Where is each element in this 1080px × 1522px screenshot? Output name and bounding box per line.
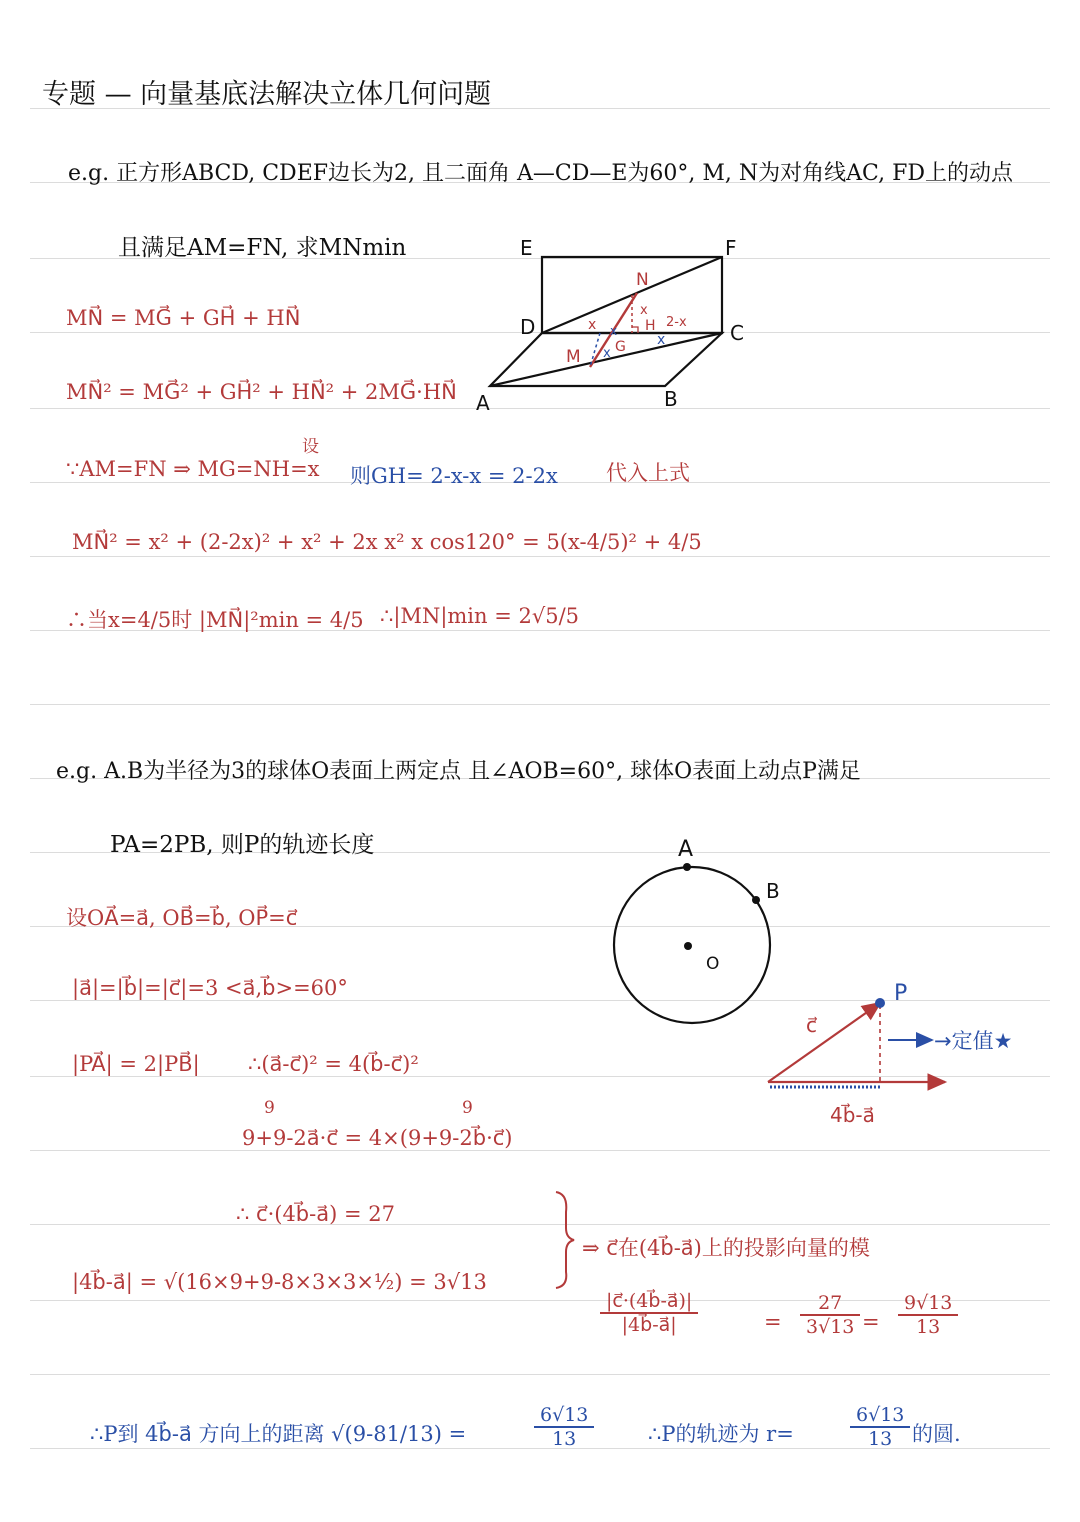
label-n: N (636, 270, 649, 290)
label-x-nh: x (640, 303, 648, 318)
sphere-outline (614, 867, 770, 1023)
page-title: 专题 — 向量基底法解决立体几何问题 (42, 79, 492, 110)
label-x-mg: x (603, 346, 611, 361)
ex2-problem-line1: e.g. A.B为半径为3的球体O表面上两定点 且∠AOB=60°, 球体O表面上动点P满足 (56, 759, 861, 784)
triangle-label-fixed: →定值★ (934, 1029, 1013, 1053)
proj-fraction-den: |4b⃗-a⃗| (621, 1314, 677, 1336)
ex2-nine2: 9 (462, 1098, 473, 1118)
conclusion-1-num: 6√13 (534, 1404, 594, 1428)
fraction-9sqrt13 (898, 1292, 958, 1338)
ex2-line4: 9+9-2a⃗·c⃗ = 4×(9+9-2b⃗·c⃗) (242, 1126, 513, 1150)
ex2-line3a: |PA⃗| = 2|PB⃗| (72, 1052, 200, 1076)
fraction-27 (800, 1292, 860, 1338)
ex1-problem-line1: e.g. 正方形ABCD, CDEF边长为2, 且二面角 A—CD—E为60°, M, N为对角线AC, FD上的动点 (68, 161, 1013, 186)
proj-fraction (600, 1290, 698, 1336)
label-x-gd: x (610, 324, 618, 338)
ex2-line5: ∴ c⃗·(4b⃗-a⃗) = 27 (236, 1202, 395, 1226)
label-f: F (725, 236, 737, 260)
ex1-step5b: ∴|MN|min = 2√5/5 (380, 604, 580, 628)
conclusion-1: ∴P到 4b⃗-a⃗ 方向上的距离 √(9-81/13) = (90, 1422, 467, 1446)
ex1-step4: MN⃗² = x² + (2-2x)² + x² + 2x x² x cos120° = 5(x-4/5)² + 4/5 (72, 530, 702, 554)
triangle-label-c: c⃗ (806, 1013, 817, 1037)
fraction-27-den: 3√13 (806, 1316, 855, 1338)
label-a: A (476, 391, 490, 415)
ex1-step3b: 则GH= 2-x-x = 2-2x (350, 464, 558, 488)
ex2-problem-line2: PA=2PB, 则P的轨迹长度 (110, 832, 375, 858)
triangle-label-p: P (894, 981, 908, 1006)
label-x-dn: x (588, 317, 597, 333)
conclusion-1-den: 13 (552, 1428, 577, 1450)
conclusion-2-end: 的圆. (912, 1422, 961, 1446)
ex2-line7: ⇒ c⃗在(4b⃗-a⃗)上的投影向量的模 (582, 1236, 870, 1260)
label-g: G (615, 339, 626, 355)
ex2-nine1: 9 (264, 1098, 275, 1118)
ex1-step5a: ∴当x=4/5时 |MN⃗|²min = 4/5 (66, 608, 364, 632)
point-b (752, 896, 760, 904)
fraction-9sqrt13-num: 9√13 (898, 1292, 958, 1316)
conclusion-1-fraction (534, 1404, 594, 1450)
sphere-label-b: B (766, 879, 780, 903)
ex1-step3c: 代入上式 (606, 461, 690, 485)
ex2-line6: |4b⃗-a⃗| = √(16×9+9-8×3×3×½) = 3√13 (72, 1270, 487, 1294)
eq-sign-2: = (862, 1310, 880, 1334)
ex2-line1: 设OA⃗=a⃗, OB⃗=b⃗, OP⃗=c⃗ (66, 906, 298, 930)
label-c: C (730, 321, 744, 345)
label-x-am: x (657, 332, 666, 348)
point-o (684, 942, 692, 950)
conclusion-2: ∴P的轨迹为 r= (648, 1422, 794, 1446)
point-a (683, 863, 691, 871)
ex1-step3: ∵AM=FN ⇒ MG=NH=x (66, 457, 320, 481)
ex1-problem-line2: 且满足AM=FN, 求MNmin (118, 235, 407, 261)
sphere-label-a: A (678, 837, 694, 862)
conclusion-2-fraction (850, 1404, 910, 1450)
fraction-9sqrt13-den: 13 (916, 1316, 941, 1338)
eq-sign-1: = (764, 1310, 782, 1334)
label-b: B (664, 387, 678, 411)
conclusion-2-num: 6√13 (850, 1404, 910, 1428)
ex1-step2: MN⃗² = MG⃗² + GH⃗² + HN⃗² + 2MG⃗·HN⃗ (66, 380, 457, 404)
sphere-label-o: O (706, 954, 720, 974)
brace (556, 1192, 574, 1288)
vector-c (768, 1003, 880, 1082)
proj-fraction-num: |c⃗·(4b⃗-a⃗)| (600, 1290, 698, 1314)
ex1-she: 设 (302, 437, 319, 457)
label-d: D (520, 315, 536, 339)
triangle-label-base: 4b⃗-a⃗ (830, 1103, 875, 1127)
point-p (875, 998, 885, 1008)
label-h: H (645, 318, 656, 334)
label-2-minus-x: 2-x (666, 315, 687, 330)
label-e: E (520, 236, 533, 260)
label-m: M (566, 347, 581, 367)
conclusion-2-den: 13 (868, 1428, 893, 1450)
ex2-line3b: ∴(a⃗-c⃗)² = 4(b⃗-c⃗)² (248, 1052, 419, 1076)
fraction-27-num: 27 (800, 1292, 860, 1316)
ex1-step1: MN⃗ = MG⃗ + GH⃗ + HN⃗ (66, 306, 301, 330)
ex2-line2: |a⃗|=|b⃗|=|c⃗|=3 <a⃗,b⃗>=60° (72, 976, 348, 1000)
